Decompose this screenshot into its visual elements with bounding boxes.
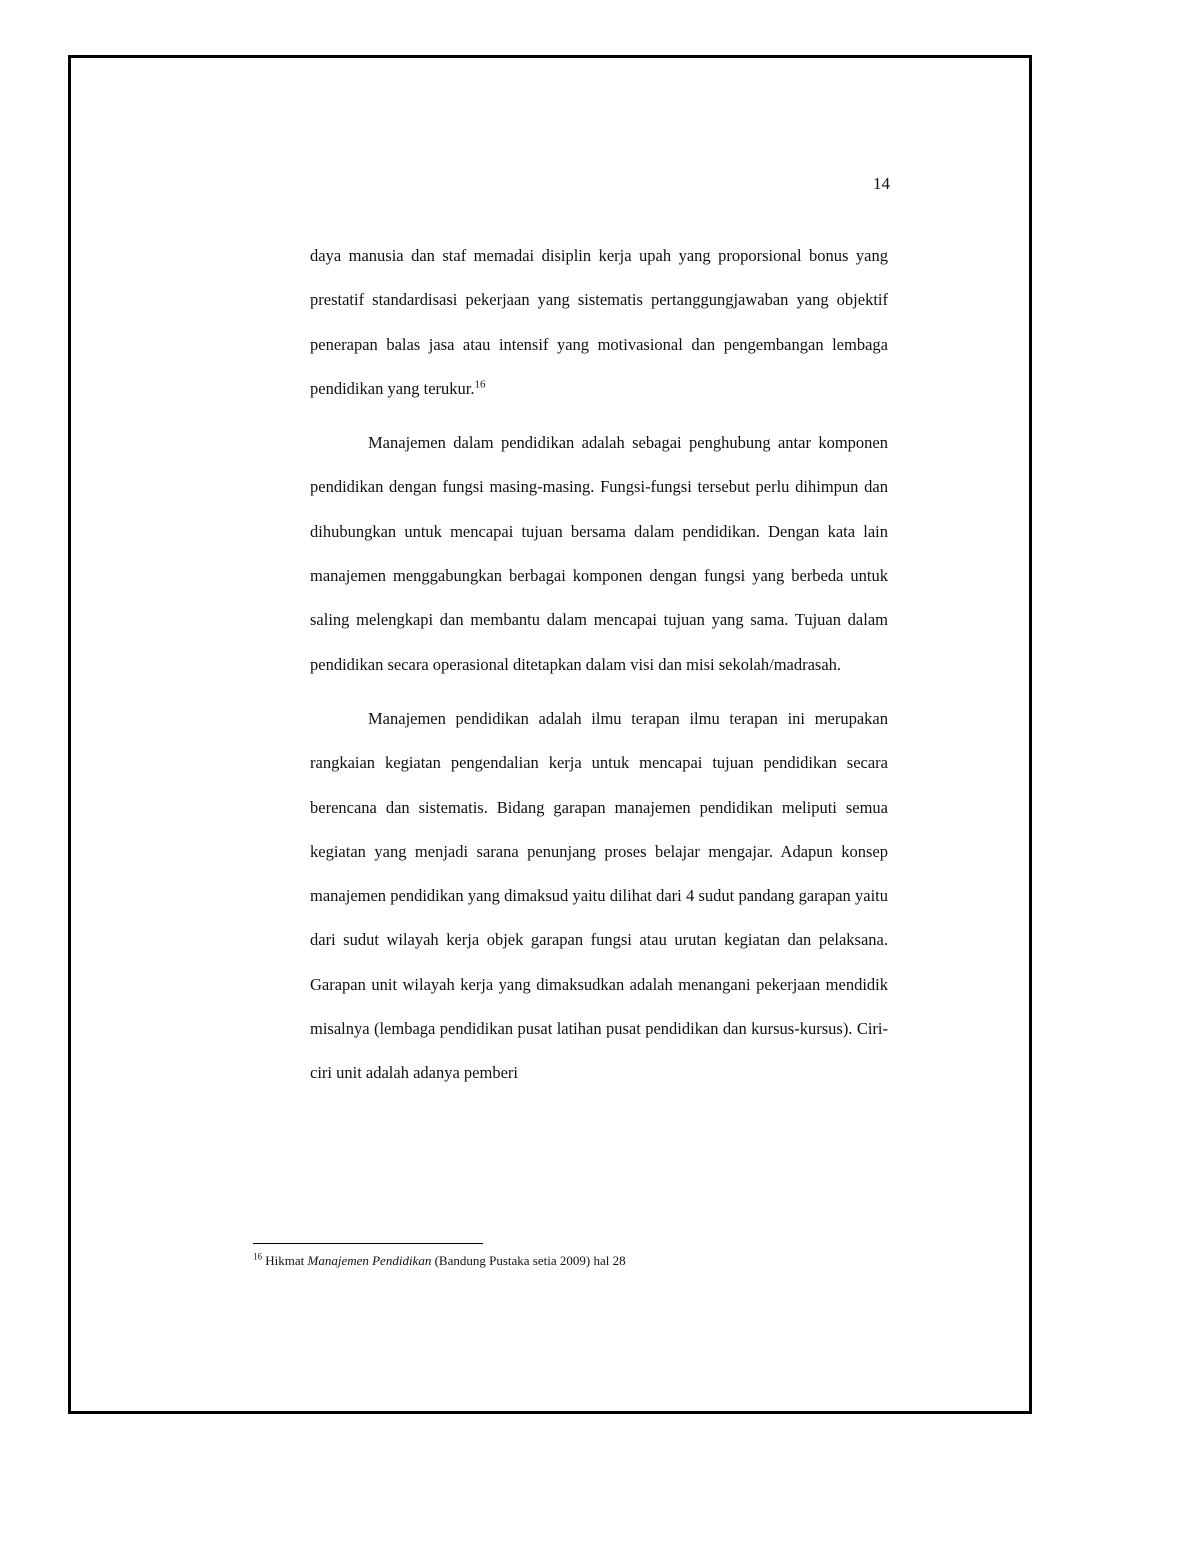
paragraph-3: [310, 697, 888, 1096]
body-text: [310, 234, 888, 1096]
page-number: 14: [873, 174, 890, 193]
footnote-number: 16: [253, 1251, 262, 1262]
footnote-author: Hikmat: [265, 1253, 305, 1268]
footnote-separator: [253, 1243, 483, 1244]
paragraph-2: [310, 421, 888, 687]
paragraph-3-text: Manajemen pendidikan adalah ilmu terapan ilmu terapan ini merupakan rangkaian kegiatan pengendalian kerja untuk mencapai tujuan pendidikan secara berencana dan sistematis. Bidang garapan manajemen pendidikan meliputi semua kegiatan yang menjadi sarana penunjang proses belajar mengajar. Adapun konsep manajemen pendidikan yang dimaksud yaitu dilihat dari 4 sudut pandang garapan yaitu dari sudut wilayah kerja objek garapan fungsi atau urutan kegiatan dan pelaksana. Garapan unit wilayah kerja yang dimaksudkan adalah menangani pekerjaan mendidik misalnya (lembaga pendidikan pusat latihan pusat pendidikan dan kursus-kursus). Ciri-ciri unit adalah adanya pemberi: [310, 708, 888, 1083]
paragraph-2-text: Manajemen dalam pendidikan adalah sebagai penghubung antar komponen pendidikan dengan fungsi masing-masing. Fungsi-fungsi tersebut perlu dihimpun dan dihubungkan untuk mencapai tujuan bersama dalam pendidikan. Dengan kata lain manajemen menggabungkan berbagai komponen dengan fungsi yang berbeda untuk saling melengkapi dan membantu dalam mencapai tujuan yang sama. Tujuan dalam pendidikan secara operasional ditetapkan dalam visi dan misi sekolah/madrasah.: [310, 433, 888, 674]
footnote-title: Manajemen Pendidikan: [307, 1253, 432, 1268]
footnote-reference: 16: [474, 378, 486, 391]
footnote: [253, 1252, 893, 1270]
footnote-publication: (Bandung Pustaka setia 2009) hal 28: [434, 1253, 626, 1268]
paragraph-1-text: daya manusia dan staf memadai disiplin kerja upah yang proporsional bonus yang prestatif standardisasi pekerjaan yang sistematis pertanggungjawaban yang objektif penerapan balas jasa atau intensif yang motivasional dan pengembangan lembaga pendidikan yang terukur.: [310, 246, 888, 398]
paragraph-1: [310, 234, 888, 411]
